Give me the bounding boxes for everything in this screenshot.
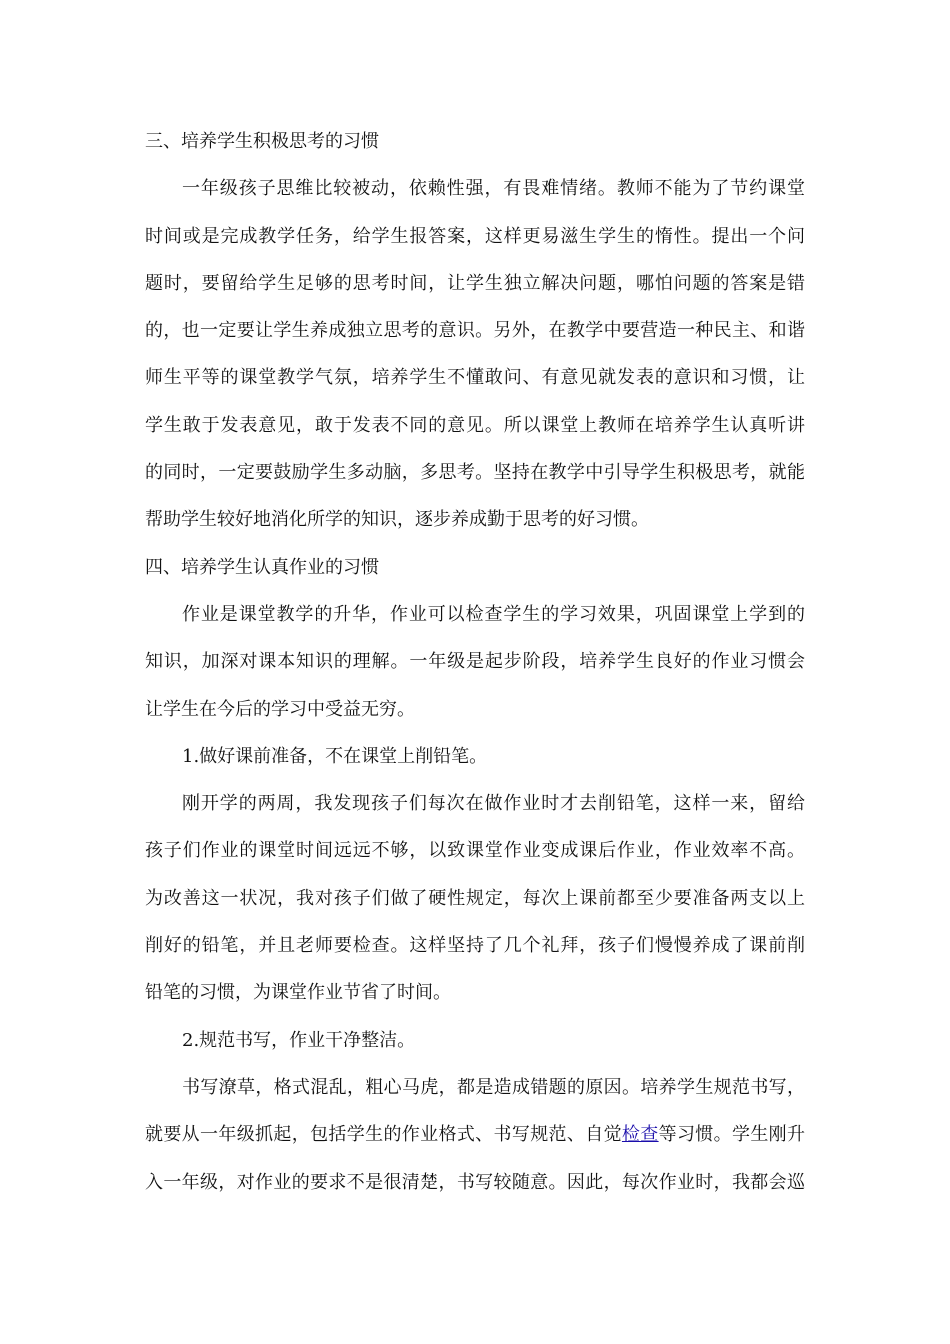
paragraph-line: 师生平等的课堂教学气氛，培养学生不懂敢问、有意见就发表的意识和习惯，让 — [145, 367, 805, 389]
check-link[interactable]: 检查 — [621, 1124, 659, 1146]
paragraph-line: 作业是课堂教学的升华，作业可以检查学生的学习效果，巩固课堂上学到的 — [182, 603, 805, 625]
paragraph-line-with-link — [145, 1111, 805, 1158]
paragraph-line: 一年级孩子思维比较被动，依赖性强，有畏难情绪。教师不能为了节约课堂 — [182, 178, 805, 200]
link-line-after: 等习惯。学生刚升 — [658, 1124, 805, 1146]
section-heading-3: 三、培养学生积极思考的习惯 — [145, 131, 379, 152]
document-body — [145, 118, 805, 1206]
paragraph-line: 让学生在今后的学习中受益无穷。 — [145, 698, 415, 720]
paragraph-line: 帮助学生较好地消化所学的知识，逐步养成勤于思考的好习惯。 — [145, 509, 649, 531]
paragraph-line: 题时，要留给学生足够的思考时间，让学生独立解决问题，哪怕问题的答案是错 — [145, 272, 805, 294]
paragraph-line: 铅笔的习惯，为课堂作业节省了时间。 — [145, 982, 451, 1004]
paragraph-line: 入一年级，对作业的要求不是很清楚，书写较随意。因此，每次作业时，我都会巡 — [145, 1171, 805, 1193]
subheading-2: 2.规范书写，作业干净整洁。 — [182, 1029, 416, 1051]
link-line-before: 就要从一年级抓起，包括学生的作业格式、书写规范、自觉 — [145, 1124, 622, 1146]
paragraph-line: 时间或是完成教学任务，给学生报答案，这样更易滋生学生的惰性。提出一个问 — [145, 225, 805, 247]
paragraph-line: 学生敢于发表意见，敢于发表不同的意见。所以课堂上教师在培养学生认真听讲 — [145, 414, 805, 436]
paragraph-line: 刚开学的两周，我发现孩子们每次在做作业时才去削铅笔，这样一来，留给 — [182, 793, 805, 815]
subheading-1: 1.做好课前准备，不在课堂上削铅笔。 — [182, 745, 488, 767]
paragraph-line: 削好的铅笔，并且老师要检查。这样坚持了几个礼拜，孩子们慢慢养成了课前削 — [145, 935, 805, 957]
paragraph-line: 为改善这一状况，我对孩子们做了硬性规定，每次上课前都至少要准备两支以上 — [145, 887, 805, 909]
paragraph-line: 孩子们作业的课堂时间远远不够，以致课堂作业变成课后作业，作业效率不高。 — [145, 840, 805, 862]
paragraph-line: 的同时，一定要鼓励学生多动脑，多思考。坚持在教学中引导学生积极思考，就能 — [145, 462, 805, 484]
paragraph-line: 知识，加深对课本知识的理解。一年级是起步阶段，培养学生良好的作业习惯会 — [145, 651, 805, 673]
paragraph-line: 书写潦草，格式混乱，粗心马虎，都是造成错题的原因。培养学生规范书写， — [182, 1076, 805, 1098]
section-heading-4: 四、培养学生认真作业的习惯 — [145, 556, 379, 578]
paragraph-line: 的，也一定要让学生养成独立思考的意识。另外，在教学中要营造一种民主、和谐 — [145, 320, 805, 342]
